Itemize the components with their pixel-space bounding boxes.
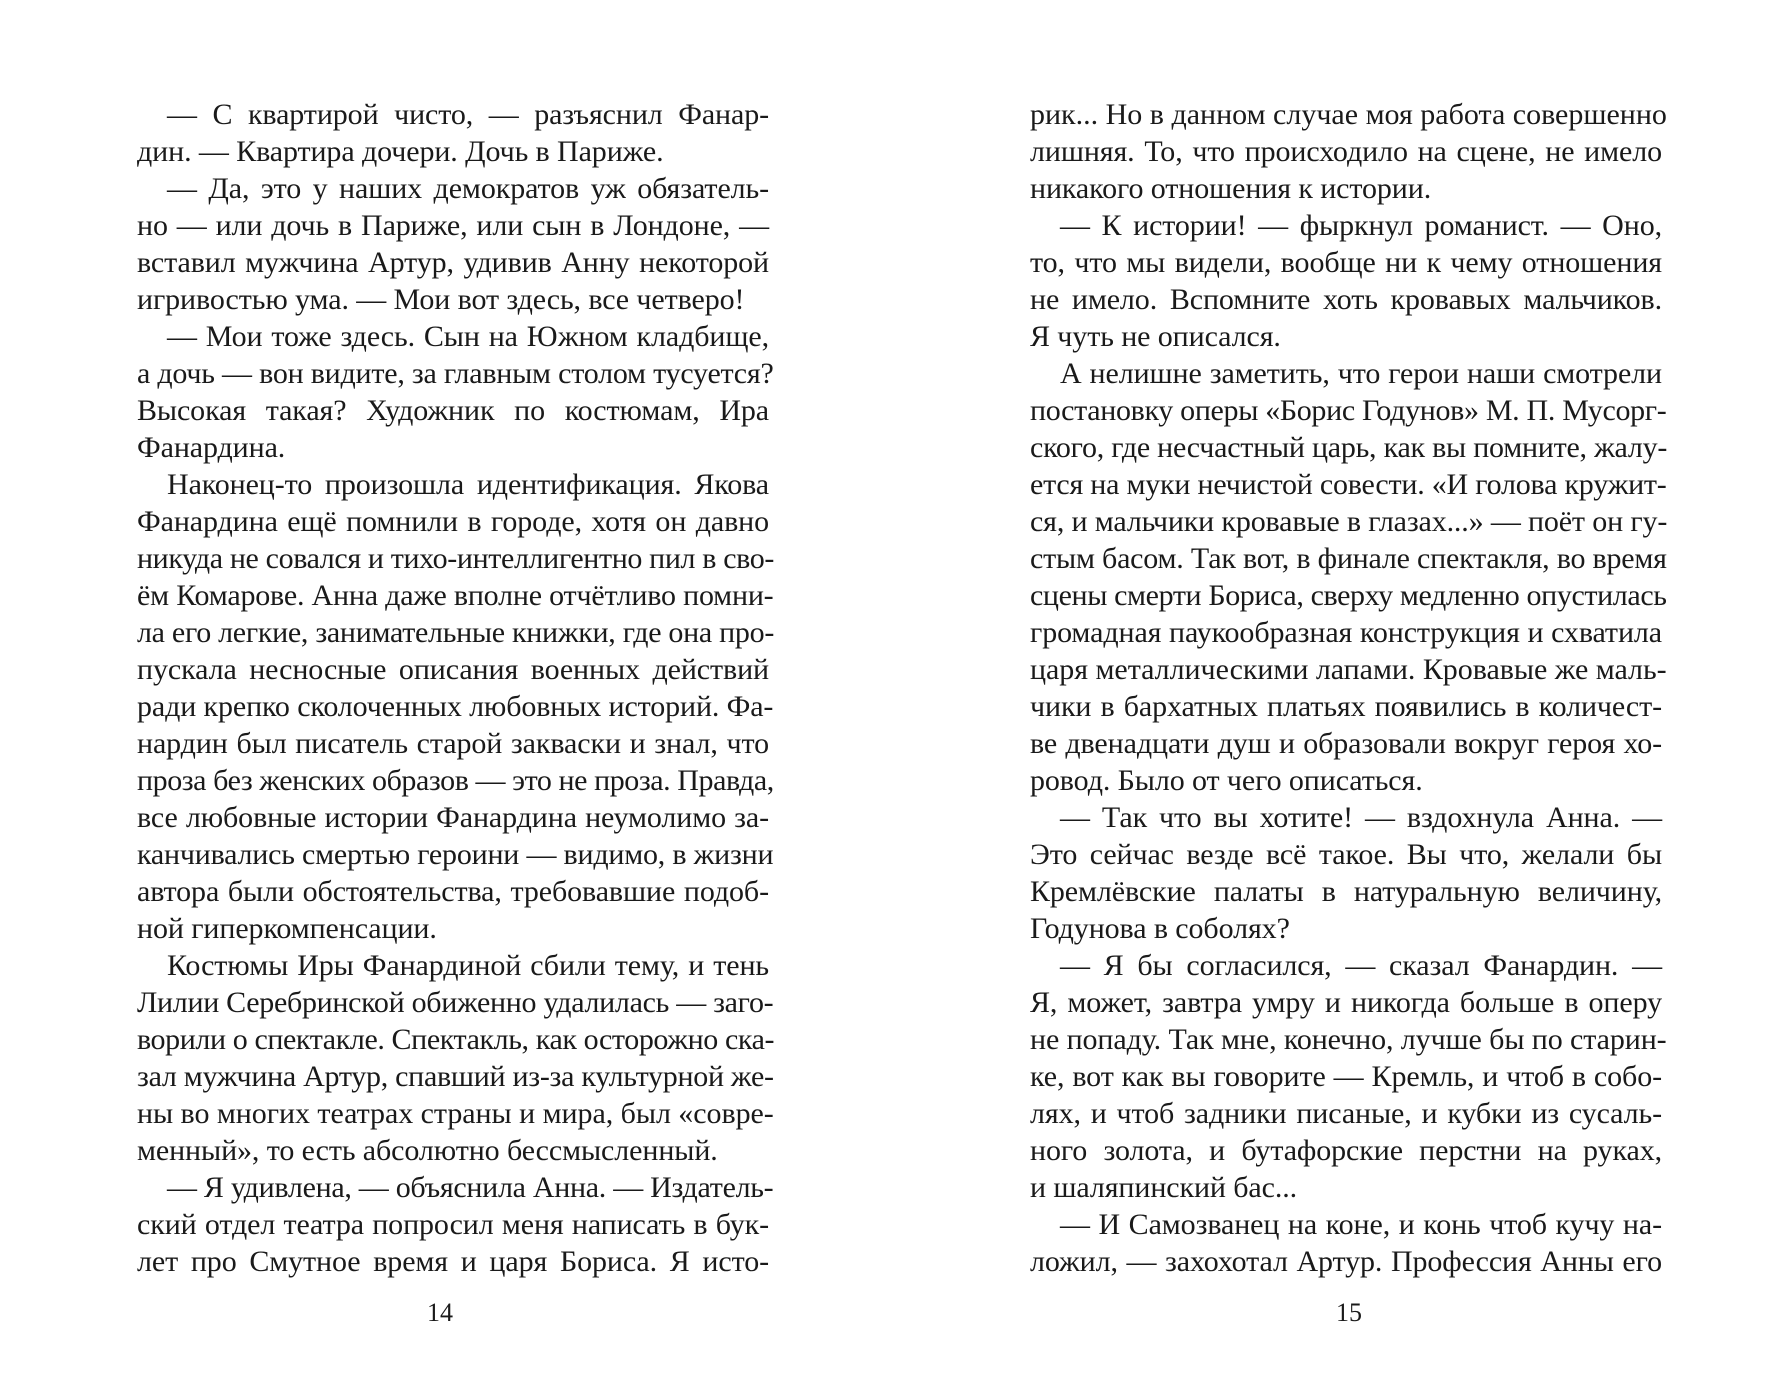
right-page-text	[1030, 96, 1668, 1280]
text-line: Кремлёвские палаты в натуральную величину,	[1030, 875, 1662, 908]
text-line: Это сейчас везде всё такое. Вы что, желали бы	[1030, 838, 1662, 871]
left-page-number: 14	[427, 1298, 453, 1327]
text-line: чики в бархатных платьях появились в количест-	[1030, 690, 1662, 723]
text-line: ложил, — захохотал Артур. Профессия Анны его	[1030, 1245, 1662, 1278]
text-line: и шаляпинский бас...	[1030, 1171, 1298, 1204]
left-page-text	[137, 96, 775, 1280]
text-line: лях, и чтоб задники писаные, и кубки из сусаль-	[1030, 1097, 1662, 1130]
text-line: ла его легкие, занимательные книжки, где она про-	[137, 616, 775, 649]
text-line: никакого отношения к истории.	[1030, 172, 1432, 205]
text-line: ке, вот как вы говорите — Кремль, и чтоб в собо-	[1030, 1060, 1662, 1093]
text-line: ной гиперкомпенсации.	[137, 912, 437, 945]
text-line: — Так что вы хотите! — вздохнула Анна. —	[1060, 801, 1662, 834]
right-page	[892, 0, 1785, 1382]
text-line: проза без женских образов — это не проза. Правда,	[137, 764, 774, 797]
text-line: ны во многих театрах страны и мира, был «совре-	[137, 1097, 774, 1130]
text-line: — Я удивлена, — объяснила Анна. — Издатель-	[167, 1171, 774, 1204]
text-line: ного золота, и бутафорские перстни на руках,	[1030, 1134, 1662, 1167]
text-line: а дочь — вон видите, за главным столом тусуется?	[137, 357, 774, 390]
text-line: рик... Но в данном случае моя работа совершенно	[1030, 98, 1667, 131]
text-line: никуда не совался и тихо-интеллигентно пил в сво-	[137, 542, 774, 575]
text-line: игривостью ума. — Мои вот здесь, все четверо!	[137, 283, 745, 316]
text-line: пускала несносные описания военных действий	[137, 653, 769, 686]
text-line: ровод. Было от чего описаться.	[1030, 764, 1423, 797]
text-line: ём Комарове. Анна даже вполне отчётливо помни-	[137, 579, 774, 612]
text-line: Фанардина.	[137, 431, 286, 464]
text-line: громадная паукообразная конструкция и схватила	[1030, 616, 1662, 649]
text-line: ради крепко сколоченных любовных историй. Фа-	[137, 690, 774, 723]
text-line: канчивались смертью героини — видимо, в жизни	[137, 838, 774, 871]
text-line: вставил мужчина Артур, удивив Анну некоторой	[137, 246, 769, 279]
text-line: то, что мы видели, вообще ни к чему отношения	[1030, 246, 1662, 279]
text-line: все любовные истории Фанардина неумолимо за-	[137, 801, 769, 834]
text-line: ского, где несчастный царь, как вы помните, жалу-	[1030, 431, 1668, 464]
text-line: Костюмы Иры Фанардиной сбили тему, и тень	[167, 949, 769, 982]
text-line: царя металлическими лапами. Кровавые же маль-	[1030, 653, 1667, 686]
text-line: Высокая такая? Художник по костюмам, Ира	[137, 394, 769, 427]
left-page	[0, 0, 892, 1382]
text-line: — Мои тоже здесь. Сын на Южном кладбище,	[167, 320, 769, 353]
text-line: ворили о спектакле. Спектакль, как осторожно ска-	[137, 1023, 775, 1056]
text-line: нардин был писатель старой закваски и знал, что	[137, 727, 769, 760]
text-line: ве двенадцати душ и образовали вокруг героя хо-	[1030, 727, 1662, 760]
text-line: лет про Смутное время и царя Бориса. Я исто-	[137, 1245, 769, 1278]
text-line: Фанардина ещё помнили в городе, хотя он давно	[137, 505, 769, 538]
text-line: менный», то есть абсолютно бессмысленный.	[137, 1134, 718, 1167]
text-line: — К истории! — фыркнул романист. — Оно,	[1060, 209, 1662, 242]
text-line: но — или дочь в Париже, или сын в Лондоне, —	[137, 209, 769, 242]
text-line: А нелишне заметить, что герои наши смотрели	[1060, 357, 1662, 390]
text-line: Я, может, завтра умру и никогда больше в оперу	[1030, 986, 1662, 1019]
text-line: Наконец-то произошла идентификация. Якова	[167, 468, 769, 501]
text-line: Годунова в соболях?	[1030, 912, 1290, 945]
text-line: ется на муки нечистой совести. «И голова кружит-	[1030, 468, 1667, 501]
text-line: не имело. Вспомните хоть кровавых мальчиков.	[1030, 283, 1662, 316]
text-line: ский отдел театра попросил меня написать в бук-	[137, 1208, 769, 1241]
text-line: — Да, это у наших демократов уж обязатель-	[167, 172, 769, 205]
text-line: Я чуть не описался.	[1030, 320, 1281, 353]
text-line: зал мужчина Артур, спавший из-за культурной же-	[137, 1060, 774, 1093]
right-page-number: 15	[1336, 1298, 1362, 1327]
text-line: не попаду. Так мне, конечно, лучше бы по старин-	[1030, 1023, 1667, 1056]
text-line: Лилии Серебринской обиженно удалилась — заго-	[137, 986, 774, 1019]
text-line: — Я бы согласился, — сказал Фанардин. —	[1060, 949, 1662, 982]
text-line: ся, и мальчики кровавые в глазах...» — поёт он гу-	[1030, 505, 1668, 538]
text-line: автора были обстоятельства, требовавшие подоб-	[137, 875, 769, 908]
text-line: — С квартирой чисто, — разъяснил Фанар-	[167, 98, 769, 131]
text-line: сцены смерти Бориса, сверху медленно опустилась	[1030, 579, 1667, 612]
text-line: постановку оперы «Борис Годунов» М. П. Мусорг-	[1030, 394, 1667, 427]
text-line: стым басом. Так вот, в финале спектакля, во время	[1030, 542, 1667, 575]
text-line: лишняя. То, что происходило на сцене, не имело	[1030, 135, 1662, 168]
text-line: — И Самозванец на коне, и конь чтоб кучу на-	[1060, 1208, 1662, 1241]
text-line: дин. — Квартира дочери. Дочь в Париже.	[137, 135, 664, 168]
